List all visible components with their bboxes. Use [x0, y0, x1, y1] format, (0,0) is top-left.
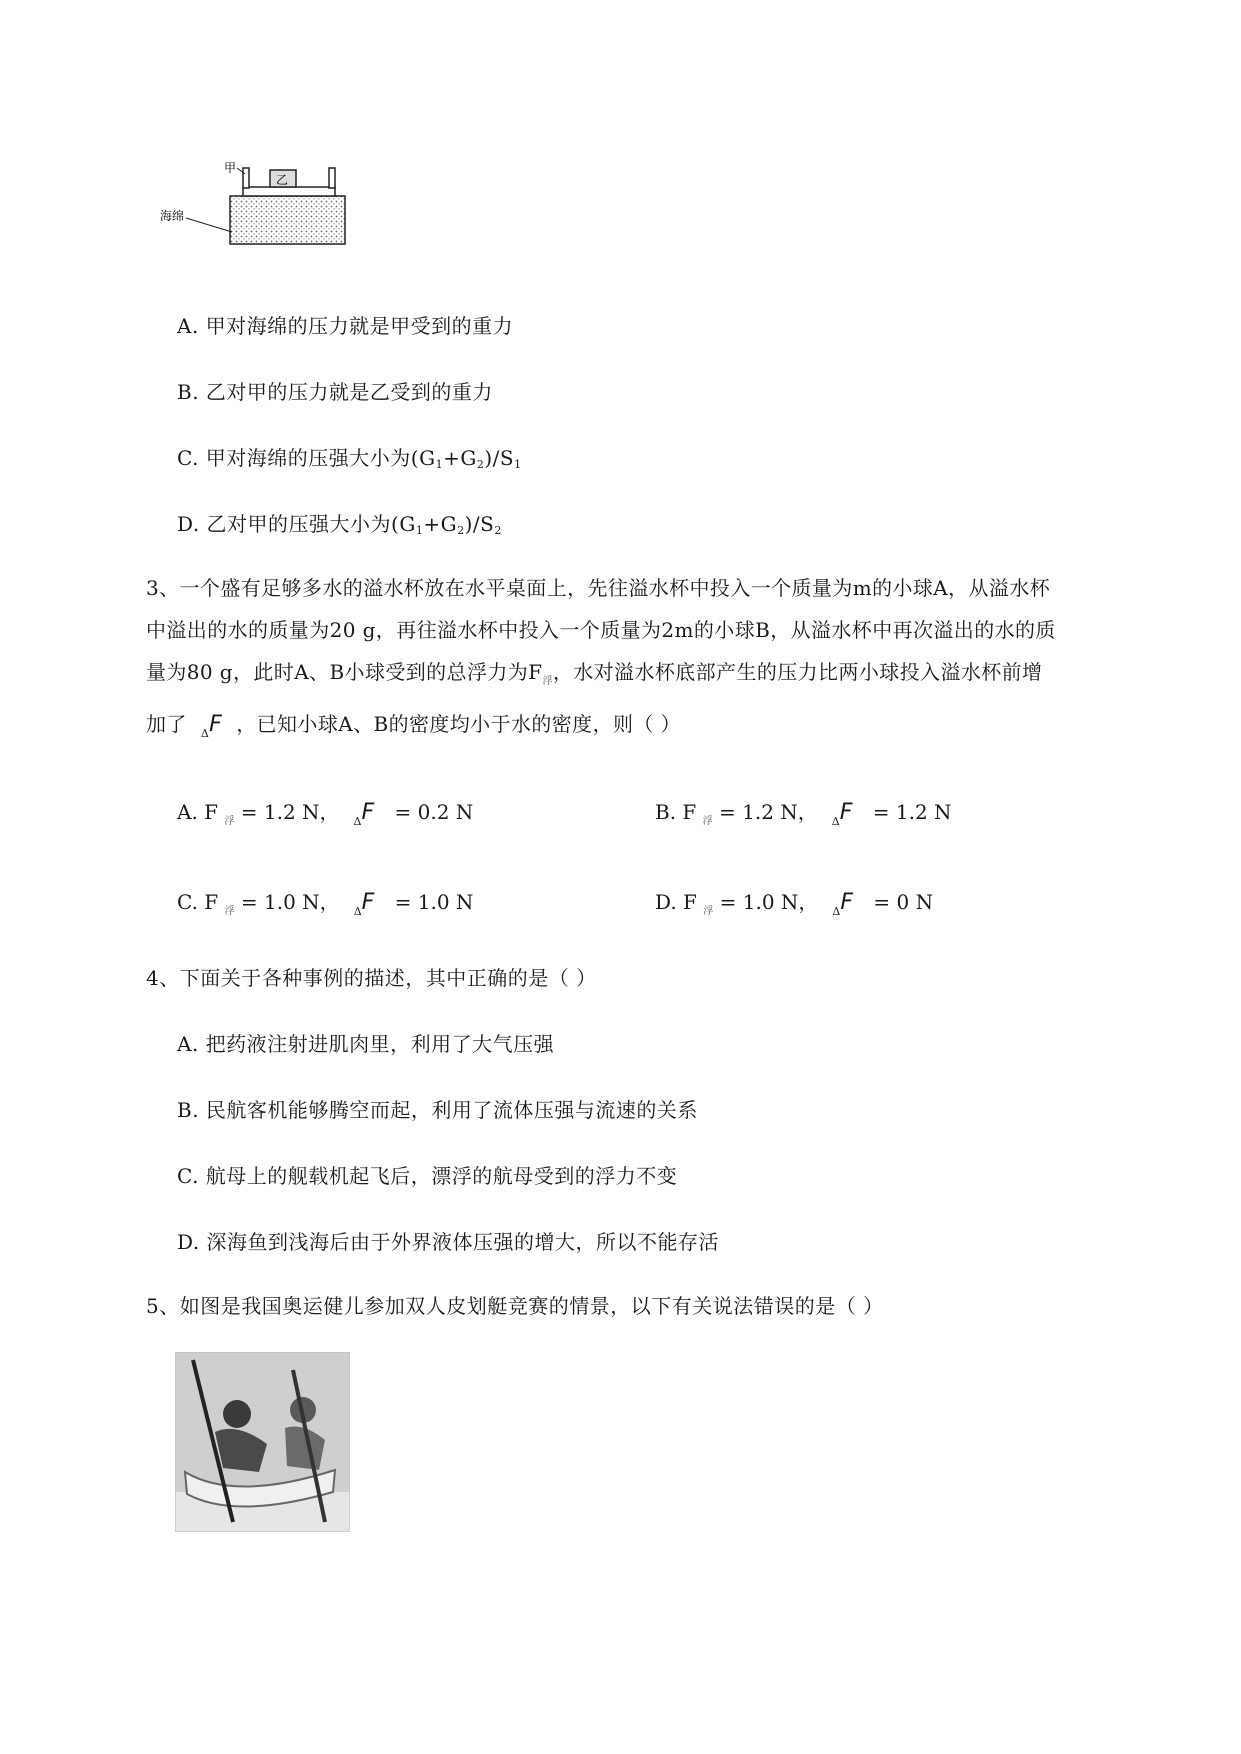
q3-option-c: C. F $_浮$ = 1.0 N， $_\Delta$F = 1.0 N	[177, 890, 474, 918]
sponge-diagram	[160, 160, 350, 245]
question-3	[146, 567, 1156, 755]
label-yi: 乙	[276, 173, 289, 187]
label-jia: 甲	[224, 161, 237, 175]
question-4-stem: 4、下面关于各种事例的描述，其中正确的是（ ）	[146, 966, 597, 990]
q3-line-1: 3、一个盛有足够多水的溢水杯放在水平桌面上，先往溢水杯中投入一个质量为m的小球A，从溢水杯	[146, 576, 1051, 600]
q3-option-a: A. F $_浮$ = 1.2 N， $_\Delta$F = 0.2 N	[177, 800, 474, 828]
q3-option-d: D. F $_浮$ = 1.0 N， $_\Delta$F = 0 N	[655, 890, 934, 918]
q3-line-2: 中溢出的水的质量为20 g，再往溢水杯中投入一个质量为2m的小球B，从溢水杯中再次溢出的水的质	[146, 618, 1056, 642]
q3-line-3: 量为80 g，此时A、B小球受到的总浮力为$F_浮$，水对溢水杯底部产生的压力比两小球投入溢水杯前增	[146, 660, 1043, 687]
question-5-stem: 5、如图是我国奥运健儿参加双人皮划艇竞赛的情景，以下有关说法错误的是（ ）	[146, 1294, 884, 1318]
q2-option-b: B. 乙对甲的压力就是乙受到的重力	[177, 380, 493, 404]
label-sponge: 海绵	[160, 209, 185, 223]
q4-option-c: C. 航母上的舰载机起飞后，漂浮的航母受到的浮力不变	[177, 1164, 678, 1188]
q3-option-b: B. F $_浮$ = 1.2 N， $_\Delta$F = 1.2 N	[655, 800, 952, 828]
q4-option-b: B. 民航客机能够腾空而起，利用了流体压强与流速的关系	[177, 1098, 698, 1122]
q3-line-4: 加了 $_\Delta$F ，已知小球A、B的密度均小于水的密度，则（ ）	[146, 712, 681, 740]
q2-option-d: D. 乙对甲的压强大小为$(G_1+G_2)/S_2$	[177, 512, 502, 537]
q4-option-d: D. 深海鱼到浅海后由于外界液体压强的增大，所以不能存活	[177, 1230, 720, 1254]
q4-option-a: A. 把药液注射进肌肉里，利用了大气压强	[177, 1032, 555, 1056]
kayak-photo	[175, 1352, 350, 1532]
q2-option-c: C. 甲对海绵的压强大小为$(G_1+G_2)/S_1$	[177, 446, 522, 471]
q2-option-a: A. 甲对海绵的压力就是甲受到的重力	[177, 314, 514, 338]
